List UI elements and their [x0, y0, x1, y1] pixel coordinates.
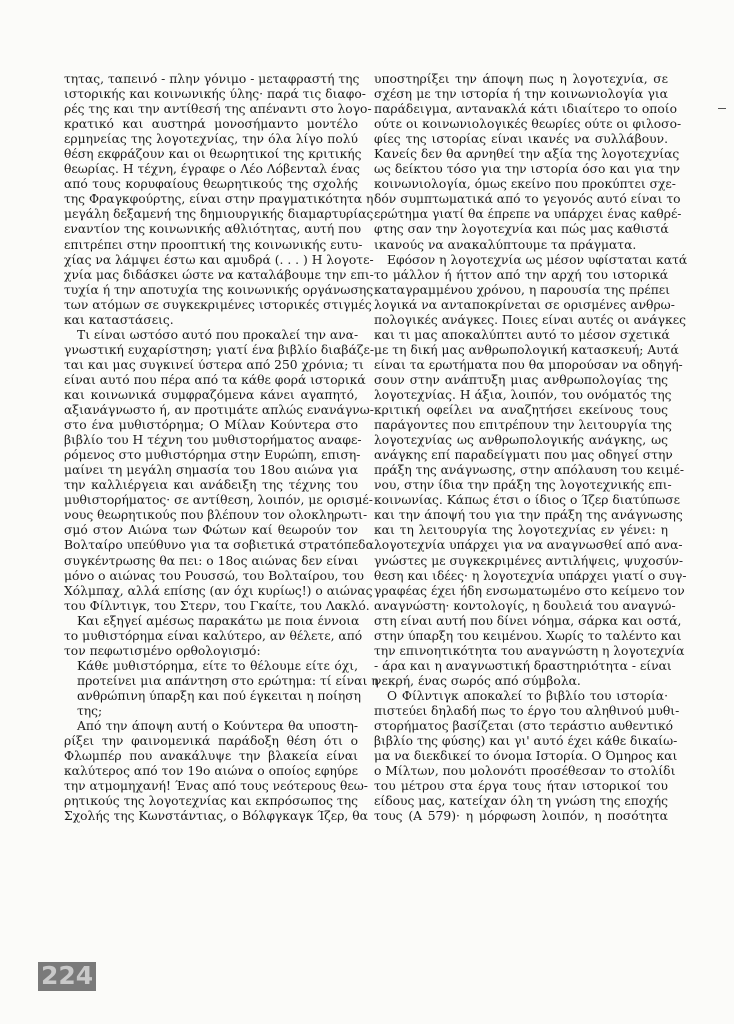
- text-line: στορήματος βασίζεται (στο τεράστιο αυθεντικό: [374, 719, 674, 734]
- text-line: Τι είναι ωστόσο αυτό που προκαλεί την ανα-: [77, 327, 359, 342]
- text-line: στην ύπαρξη του κειμένου. Χωρίς το ταλέντο και: [374, 628, 682, 643]
- text-line: τητας, ταπεινό - πλην γόνιμο - μεταφραστή της: [64, 72, 360, 86]
- text-line: πράξη της ανάγνωσης, στην απόλαυση του κειμέ-: [374, 463, 684, 478]
- text-line: και την άποψή του για την πράξη της ανάγνωσης: [374, 508, 683, 523]
- text-line: παράδειγμα, αντανακλά κάτι ιδιαίτερο το οποίο: [374, 102, 677, 117]
- text-line: Σχολής της Κωνστάντιας, ο Βόλφγκαγκ Ίζερ, θα: [64, 809, 368, 824]
- text-line: ται και μας συγκινεί ύστερα από 250 χρόνια; τι: [64, 357, 364, 372]
- text-line: ρητικούς της λογοτεχνίας και εκπρόσωπος της: [64, 794, 358, 809]
- text-line: των ατόμων σε συγκεκριμένες ιστορικές στιγμές: [64, 297, 372, 312]
- text-line: είναι τα ερωτήματα που θα μπορούσαν να οδηγή-: [374, 357, 683, 372]
- text-line: - άρα και η αναγνωστική δραστηριότητα - είναι: [374, 658, 672, 673]
- text-line: κοινωνίας. Κάπως έτσι ο ίδιος ο Ίζερ διατύπωσε: [374, 493, 681, 508]
- text-line: της;: [77, 703, 103, 718]
- text-line: κοινωνιολογία, όμως εκείνο που προκύπτει σχε-: [374, 177, 676, 192]
- text-line: ερώτημα γιατί θα έπρεπε να υπάρχει ένας καθρέ-: [374, 207, 682, 222]
- text-line: νεκρή, ένας σωρός από σύμβολα.: [374, 673, 581, 688]
- text-line: καλύτερος από τον 19ο αιώνα ο οποίος εφηύρε: [64, 764, 358, 779]
- text-line: τυχία ή την αποτυχία της κοινωνικής οργάνωσης: [64, 282, 374, 297]
- text-line: στη είναι αυτή που δίνει νόημα, σάρκα και οστά,: [374, 613, 682, 628]
- text-line: γνώστες με συγκεκριμένες αντιλήψεις, ψυχοσύν-: [374, 553, 684, 568]
- text-line: γραφέας έχει ήδη ενσωματωμένο στο κείμενο τον: [374, 583, 685, 598]
- text-line: σουν στην ανάπτυξη μιας ανθρωπολογίας της: [374, 372, 668, 387]
- text-line: και καταστάσεις.: [64, 312, 174, 327]
- text-line: συγκέντρωσης θα πει: ο 18ος αιώνας δεν είναι: [64, 553, 359, 568]
- text-line: της Φραγκφούρτης, είναι στην πραγματικότητα η: [64, 192, 374, 207]
- text-line: προτείνει μια απάντηση στο ερώτημα: τί είναι η: [77, 673, 379, 688]
- text-line: την καλλιέργεια και ανάδειξη της τέχνης του: [64, 478, 358, 493]
- text-line: λογικά να ανταποκρίνεται σε ορισμένες ανθρω-: [374, 297, 675, 312]
- text-line: σμό στον Αιώνα των Φώτων καί θεωρούν τον: [64, 523, 358, 538]
- text-line: και τη λειτουργία της λογοτεχνίας εν γένει: η: [374, 523, 668, 538]
- text-line: θέση εκφράζουν και οι θεωρητικοί της κριτικής: [64, 147, 362, 162]
- text-line: μόνο ο αιώνας του Ρουσσώ, του Βολταίρου, του: [64, 568, 364, 583]
- right-text-column: [374, 72, 688, 824]
- page-number: 224: [38, 962, 96, 991]
- text-line: του Φίλντιγκ, του Στερν, του Γκαίτε, του Λακλό.: [64, 598, 370, 613]
- text-line: καταγραμμένου χρόνου, η παρουσία της πρέπει: [374, 282, 670, 297]
- text-line: αναγνώστη· κοντολογίς, η δουλειά του αναγνώ-: [374, 598, 676, 613]
- text-line: ερμηνείας της λογοτεχνίας, την όλα λίγο πολύ: [64, 132, 358, 147]
- text-line: Από την άποψη αυτή ο Κούντερα θα υποστη-: [77, 719, 358, 734]
- text-line: Χόλμπαχ, αλλά επίσης (αν όχι κυρίως!) ο αιώνας: [64, 583, 373, 598]
- text-line: του μέτρου στα έργα τους ήταν ιστορικοί του: [374, 779, 668, 794]
- text-line: θεση και ιδέες· η λογοτεχνία υπάρχει γιατί ο συγ-: [374, 568, 687, 583]
- text-line: ανάγκης επί παραδείγματι που μας οδηγεί στην: [374, 448, 673, 463]
- text-line: Εφόσον η λογοτεχνία ως μέσον υφίσταται κατά: [387, 252, 688, 267]
- text-line: και τι μας αποκαλύπτει αυτό το μέσον σχετικά: [374, 327, 670, 342]
- text-line: βιβλίο της φύσης) και γι' αυτό έχει κάθε δικαίω-: [374, 734, 678, 749]
- text-line: λογοτεχνίας. Η άξια, λοιπόν, του ονόματός της: [374, 387, 672, 402]
- text-line: βιβλίο του Η τέχνη του μυθιστορήματος αναφε-: [64, 433, 362, 448]
- text-line: νου, στην ίδια την πράξη της λογοτεχνικής επι-: [374, 478, 672, 493]
- text-line: Κανείς δεν θα αρνηθεί την αξία της λογοτεχνίας: [374, 147, 680, 162]
- text-line: από τους κορυφαίους θεωρητικούς της σχολής: [64, 177, 358, 192]
- text-line: μυθιστορήματος· σε αντίθεση, λοιπόν, με ορισμέ-: [64, 493, 373, 508]
- text-line: φίες της ιστορίας είναι ικανές να συλλάβουν.: [374, 132, 668, 147]
- text-line: σχέση με την ιστορία ή την κοινωνιολογία για: [374, 87, 668, 102]
- text-line: την ατμομηχανή! Ένας από τους νεότερους θεω-: [64, 779, 368, 794]
- text-line: φτης σαν την λογοτεχνία και πώς μας καθιστά: [374, 222, 669, 237]
- text-line: μα να διεκδικεί το όνομα Ιστορία. Ο Όμηρος και: [374, 749, 678, 764]
- text-line: δόν συμπτωματικά από το γεγονός αυτό είναι το: [374, 192, 681, 207]
- text-line: με τη δική μας ανθρωπολογική κατασκευή; Αυτά: [374, 342, 679, 357]
- text-line: ρίξει την φαινομενικά παράδοξη θέση ότι ο: [64, 734, 358, 749]
- text-line: μεγάλη δεξαμενή της δημιουργικής διαμαρτυρίας: [64, 207, 374, 222]
- text-line: το μάλλον ή ήττον από την αρχή του ιστορικά: [374, 267, 668, 282]
- text-line: κριτική οφείλει να αναζητήσει εκείνους τους: [374, 403, 668, 418]
- text-line: χίας να λάμψει έστω και αμυδρά (. . . ) Η λογοτε-: [64, 252, 374, 267]
- text-line: στο ένα μυθιστόρημα; Ο Μίλαν Κούντερα στο: [64, 418, 358, 433]
- text-line: ούτε οι κοινωνιολογικές θεωρίες ούτε οι φιλοσο-: [374, 117, 682, 132]
- text-line: εναντίον της κοινωνικής αθλιότητας, αυτή που: [64, 222, 362, 237]
- text-line: ιστορικής και κοινωνικής ύλης· παρά τις διαφο-: [64, 87, 366, 102]
- text-line: Βολταίρο υπεύθυνο για τα σοβιετικά στρατόπεδα: [64, 538, 374, 553]
- text-line: λογοτεχνίας ως ανθρωπολογικής ανάγκης, ως: [374, 433, 668, 448]
- text-line: επιτρέπει στην προοπτική της κοινωνικής ευτυ-: [64, 237, 363, 252]
- text-line: νους θεωρητικούς που βλέπουν τον ολοκληρωτι-: [64, 508, 368, 523]
- text-line: Φλωμπέρ που ανακάλυψε την βλακεία είναι: [64, 749, 358, 764]
- text-line: αξιανάγνωστο ή, αν προτιμάτε απλώς ενανάγνω-: [64, 403, 374, 418]
- text-line: και κοινωνικά συμφραζόμενα κάνει αγαπητό,: [64, 387, 358, 402]
- left-text-column: [64, 72, 379, 824]
- text-line: υποστηρίξει την άποψη πως η λογοτεχνία, σε: [374, 72, 668, 86]
- text-line: ο Μίλτων, που μολονότι προσέθεσαν το στολίδι: [374, 764, 676, 779]
- text-line: γνωστική ευχαρίστηση; γιατί ένα βιβλίο διαβάζε-: [64, 342, 375, 357]
- margin-mark: [718, 108, 726, 109]
- text-line: μαίνει τη μεγάλη σημασία του 18ου αιώνα για: [64, 463, 358, 478]
- text-line: πιστεύει δηλαδή πως το έργο του αληθινού μυθι-: [374, 703, 680, 718]
- text-line: την επινοητικότητα του αναγνώστη η λογοτεχνία: [374, 643, 685, 658]
- text-line: ρόμενος στο μυθιστόρημα στην Ευρώπη, επιση-: [64, 448, 361, 463]
- text-line: Κάθε μυθιστόρημα, είτε το θέλουμε είτε όχι,: [77, 658, 358, 673]
- text-line: ρές της και την αντίθεσή της απέναντι στο λογο-: [64, 102, 372, 117]
- text-line: ως δείκτου τόσο για την ιστορία όσο και για την: [374, 162, 681, 177]
- text-line: χνία μας διδάσκει ώστε να καταλάβουμε την επι-: [64, 267, 374, 282]
- text-line: είναι αυτό που πέρα από τα κάθε φορά ιστορικά: [64, 372, 366, 387]
- text-line: είδους μας, κατείχαν όλη τη γνώση της εποχής: [374, 794, 668, 809]
- text-line: κρατικό και αυστηρά μονοσήμαντο μοντέλο: [64, 117, 358, 132]
- text-line: παράγοντες που επιτρέπουν την λειτουργία της: [374, 418, 672, 433]
- text-line: λογοτεχνία υπάρχει για να αναγνωσθεί από ανα-: [374, 538, 683, 553]
- text-line: θεωρίας. Η τέχνη, έγραφε ο Λέο Λόβενταλ ένας: [64, 162, 360, 177]
- text-line: τους (Α 579)· η μόρφωση λοιπόν, η ποσότητα: [374, 809, 668, 824]
- text-line: ανθρώπινη ύπαρξη και πού έγκειται η ποίηση: [77, 688, 361, 703]
- text-line: πολογικές ανάγκες. Ποιες είναι αυτές οι ανάγκες: [374, 312, 686, 327]
- text-line: τον πεφωτισμένο ορθολογισμό:: [64, 643, 261, 658]
- text-line: Ο Φίλντιγκ αποκαλεί το βιβλίο του ιστορία·: [387, 688, 668, 703]
- text-line: ικανούς να ανακαλύπτουμε τα πράγματα.: [374, 237, 637, 252]
- text-line: το μυθιστόρημα είναι καλύτερο, αν θέλετε, από: [64, 628, 363, 643]
- text-line: Και εξηγεί αμέσως παρακάτω με ποια έννοια: [77, 613, 360, 628]
